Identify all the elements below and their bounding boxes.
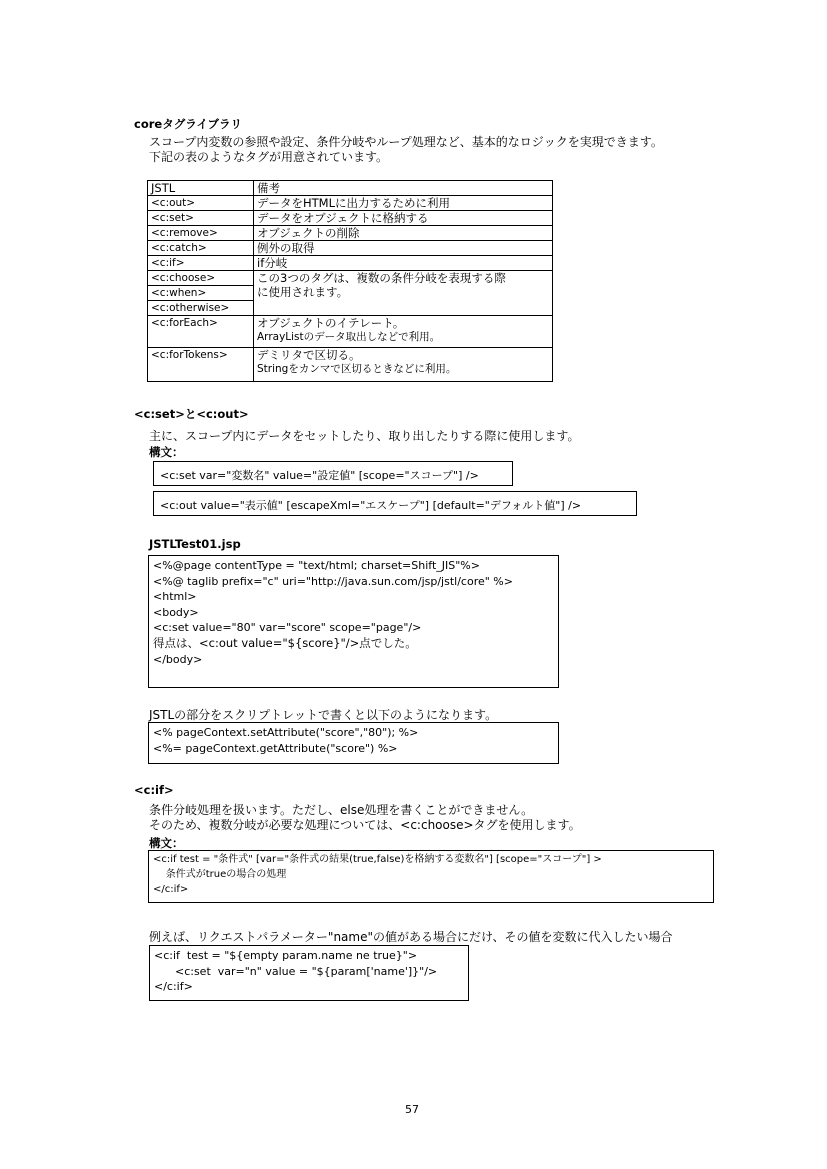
code-line: </body> (153, 652, 203, 666)
jsp-heading: JSTLTest01.jsp (149, 537, 241, 551)
table-cell-note: オブジェクトの削除 (254, 226, 553, 241)
note-line: ArrayListのデータ取出しなどで利用。 (257, 331, 441, 343)
out-syntax-box (153, 491, 637, 516)
table-cell-tag: <c:out> (148, 196, 254, 211)
table-cell-tag: <c:set> (148, 211, 254, 226)
table-header-cell: JSTL (148, 181, 254, 196)
example-description: 例えば、リクエストパラメーター"name"の値がある場合にだけ、その値を変数に代入したい場合 (149, 930, 673, 944)
table-cell-note (254, 271, 553, 316)
jstl-tag-table (147, 180, 553, 382)
set-syntax-text: <c:set var="変数名" value="設定値" [scope="スコープ"] /> (160, 469, 479, 482)
note-line: に使用されます。 (257, 285, 349, 299)
code-line: <c:if test = "条件式" [var="条件式の結果(true,false)を格納する変数名"] [scope="スコープ"] > (153, 854, 602, 865)
code-line: </c:if> (154, 980, 193, 994)
table-cell-tag: <c:remove> (148, 226, 254, 241)
code-line: <% pageContext.setAttribute("score","80"); %> (153, 726, 419, 739)
core-description (149, 135, 663, 165)
scriptlet-code-box (148, 722, 559, 764)
table-row (148, 348, 553, 382)
page-number: 57 (405, 1103, 419, 1116)
table-cell-tag: <c:catch> (148, 241, 254, 256)
core-desc-line: 下記の表のようなタグが用意されています。 (149, 150, 389, 164)
if-desc-line: そのため、複数分岐が必要な処理については、<c:choose>タグを使用します。 (149, 818, 581, 832)
table-cell-tag: <c:if> (148, 256, 254, 271)
code-line: <c:set var="n" value = "${param['name']}"/> (154, 964, 438, 978)
note-line: Stringをカンマで区切るときなどに利用。 (257, 363, 457, 375)
code-line: <%= pageContext.getAttribute("score") %> (153, 741, 398, 755)
table-header-row (148, 181, 553, 196)
set-out-heading: <c:set>と<c:out> (134, 407, 249, 421)
table-cell-note: if分岐 (254, 256, 553, 271)
table-cell-tag: <c:otherwise> (148, 301, 254, 316)
out-syntax-text: <c:out value="表示値" [escapeXml="エスケープ"] [default="デフォルト値"] /> (160, 499, 582, 512)
table-cell-tag: <c:forTokens> (148, 348, 254, 382)
code-line: 得点は、<c:out value="${score}"/>点でした。 (153, 635, 417, 650)
code-line: 条件式がtrueの場合の処理 (153, 869, 287, 880)
if-syntax-box (148, 850, 714, 903)
note-line: この3つのタグは、複数の条件分岐を表現する際 (257, 271, 506, 285)
table-row (148, 211, 553, 226)
code-line: <c:if test = "${empty param.name ne true}"> (154, 949, 418, 962)
code-line: <%@ taglib prefix="c" uri="http://java.sun.com/jsp/jstl/core" %> (153, 574, 513, 588)
set-out-description: 主に、スコープ内にデータをセットしたり、取り出したりする際に使用します。 (149, 429, 580, 443)
syntax-label: 構文： (149, 445, 184, 459)
table-header-cell: 備考 (254, 181, 553, 196)
table-cell-tag: <c:when> (148, 286, 254, 301)
table-cell-note: 例外の取得 (254, 241, 553, 256)
table-row (148, 241, 553, 256)
if-description (149, 803, 581, 833)
table-row (148, 196, 553, 211)
note-line: デミリタで区切る。 (257, 348, 361, 362)
table-cell-tag: <c:forEach> (148, 316, 254, 348)
example-code-box (149, 945, 469, 1001)
core-heading: coreタグライブラリ (134, 117, 242, 131)
if-desc-line: 条件分岐処理を扱います。ただし、else処理を書くことができません。 (149, 803, 534, 817)
code-line: <%@page contentType = "text/html; charset=Shift_JIS"%> (153, 559, 480, 572)
if-heading: <c:if> (134, 783, 174, 797)
set-syntax-box (153, 461, 513, 486)
table-row (148, 271, 553, 286)
table-row (148, 256, 553, 271)
note-line: オブジェクトのイテレート。 (257, 316, 405, 330)
code-line: <c:set value="80" var="score" scope="page"/> (153, 621, 422, 635)
table-cell-note: データをHTMLに出力するために利用 (254, 196, 553, 211)
table-cell-note (254, 348, 553, 382)
table-row (148, 226, 553, 241)
core-desc-line: スコープ内変数の参照や設定、条件分岐やループ処理など、基本的なロジックを実現できます。 (149, 135, 663, 149)
if-syntax-label: 構文： (149, 836, 184, 850)
code-line: <html> (153, 590, 197, 604)
code-line: </c:if> (153, 884, 189, 895)
table-cell-tag: <c:choose> (148, 271, 254, 286)
table-row (148, 316, 553, 348)
table-cell-note: データをオブジェクトに格納する (254, 211, 553, 226)
scriptlet-description: JSTLの部分をスクリプトレットで書くと以下のようになります。 (149, 708, 498, 722)
jsp-code-box (148, 555, 559, 688)
table-cell-note (254, 316, 553, 348)
code-line: <body> (153, 605, 199, 619)
